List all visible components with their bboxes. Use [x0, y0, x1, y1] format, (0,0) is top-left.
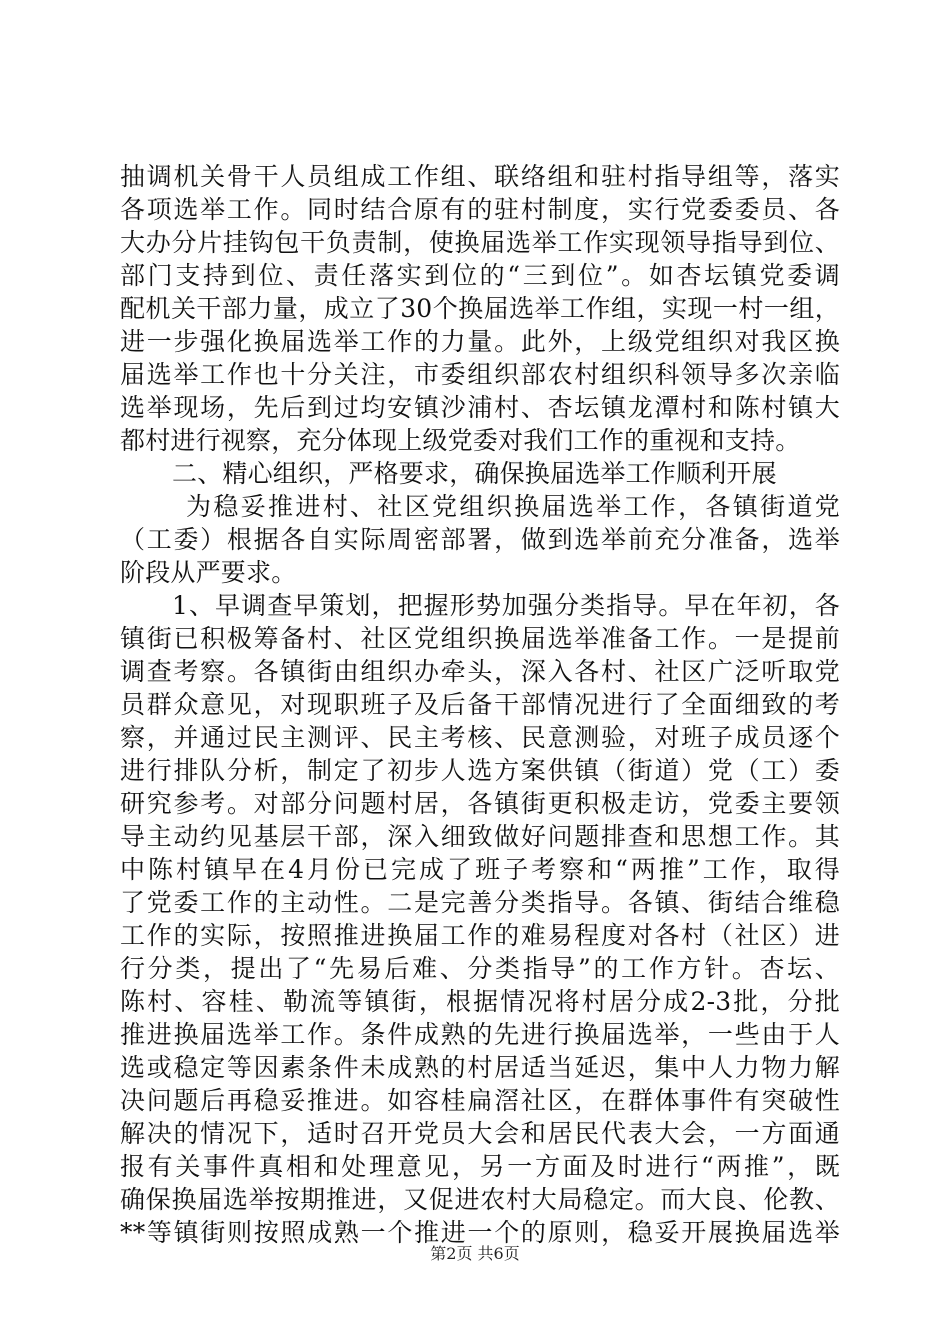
- text-line: 中陈村镇早在4月份已完成了班子考察和“两推”工作，取得: [120, 855, 840, 884]
- text-line: （工委）根据各自实际周密部署，做到选举前充分准备，选举: [120, 525, 840, 554]
- text-line: 进行排队分析，制定了初步人选方案供镇（街道）党（工）委: [120, 756, 840, 785]
- text-line: 部门支持到位、责任落实到位的“三到位”。如杏坛镇党委调: [120, 261, 840, 290]
- text-line: 镇街已积极筹备村、社区党组织换届选举准备工作。一是提前: [120, 624, 840, 653]
- text-line: 配机关干部力量，成立了30个换届选举工作组，实现一村一组，: [120, 294, 840, 323]
- text-line: 抽调机关骨干人员组成工作组、联络组和驻村指导组等，落实: [120, 162, 840, 191]
- text-line: 阶段从严要求。: [120, 558, 297, 587]
- text-line: 调查考察。各镇街由组织办牵头，深入各村、社区广泛听取党: [120, 657, 840, 686]
- text-line: 届选举工作也十分关注，市委组织部农村组织科领导多次亲临: [120, 360, 840, 389]
- text-line: 为稳妥推进村、社区党组织换届选举工作，各镇街道党: [186, 492, 840, 521]
- text-line: 选举现场，先后到过均安镇沙浦村、杏坛镇龙潭村和陈村镇大: [120, 393, 840, 422]
- text-line: 工作的实际，按照推进换届工作的难易程度对各村（社区）进: [120, 921, 840, 950]
- text-line: 决问题后再稳妥推进。如容桂扁滘社区，在群体事件有突破性: [120, 1086, 840, 1115]
- text-line: 了党委工作的主动性。二是完善分类指导。各镇、街结合维稳: [120, 888, 840, 917]
- text-line: 行分类，提出了“先易后难、分类指导”的工作方针。杏坛、: [120, 954, 840, 983]
- text-line: 报有关事件真相和处理意见，另一方面及时进行“两推”，既: [120, 1152, 840, 1181]
- text-line: 进一步强化换届选举工作的力量。此外，上级党组织对我区换: [120, 327, 840, 356]
- document-body: [120, 160, 840, 1249]
- text-line: 大办分片挂钩包干负责制，使换届选举工作实现领导指导到位、: [120, 228, 840, 257]
- text-line: 1、早调查早策划，把握形势加强分类指导。早在年初，各: [172, 591, 840, 620]
- text-line: 察，并通过民主测评、民主考核、民意测验，对班子成员逐个: [120, 723, 840, 752]
- text-line: 确保换届选举按期推进，又促进农村大局稳定。而大良、伦教、: [120, 1185, 840, 1214]
- text-line: 导主动约见基层干部，深入细致做好问题排查和思想工作。其: [120, 822, 840, 851]
- text-line: 解决的情况下，适时召开党员大会和居民代表大会，一方面通: [120, 1119, 840, 1148]
- text-line: 推进换届选举工作。条件成熟的先进行换届选举，一些由于人: [120, 1020, 840, 1049]
- text-line: 研究参考。对部分问题村居，各镇街更积极走访，党委主要领: [120, 789, 840, 818]
- text-line: 选或稳定等因素条件未成熟的村居适当延迟，集中人力物力解: [120, 1053, 840, 1082]
- text-line: 都村进行视察，充分体现上级党委对我们工作的重视和支持。: [120, 426, 801, 455]
- section-heading: 二、精心组织，严格要求，确保换届选举工作顺利开展: [172, 459, 777, 488]
- text-line: 员群众意见，对现职班子及后备干部情况进行了全面细致的考: [120, 690, 840, 719]
- text-line: **等镇街则按照成熟一个推进一个的原则，稳妥开展换届选举: [120, 1218, 840, 1247]
- text-line: 各项选举工作。同时结合原有的驻村制度，实行党委委员、各: [120, 195, 840, 224]
- text-line: 陈村、容桂、勒流等镇街，根据情况将村居分成2-3批，分批: [120, 987, 840, 1016]
- page-indicator: 第2页 共6页: [430, 1244, 520, 1263]
- page-footer: [0, 1244, 950, 1264]
